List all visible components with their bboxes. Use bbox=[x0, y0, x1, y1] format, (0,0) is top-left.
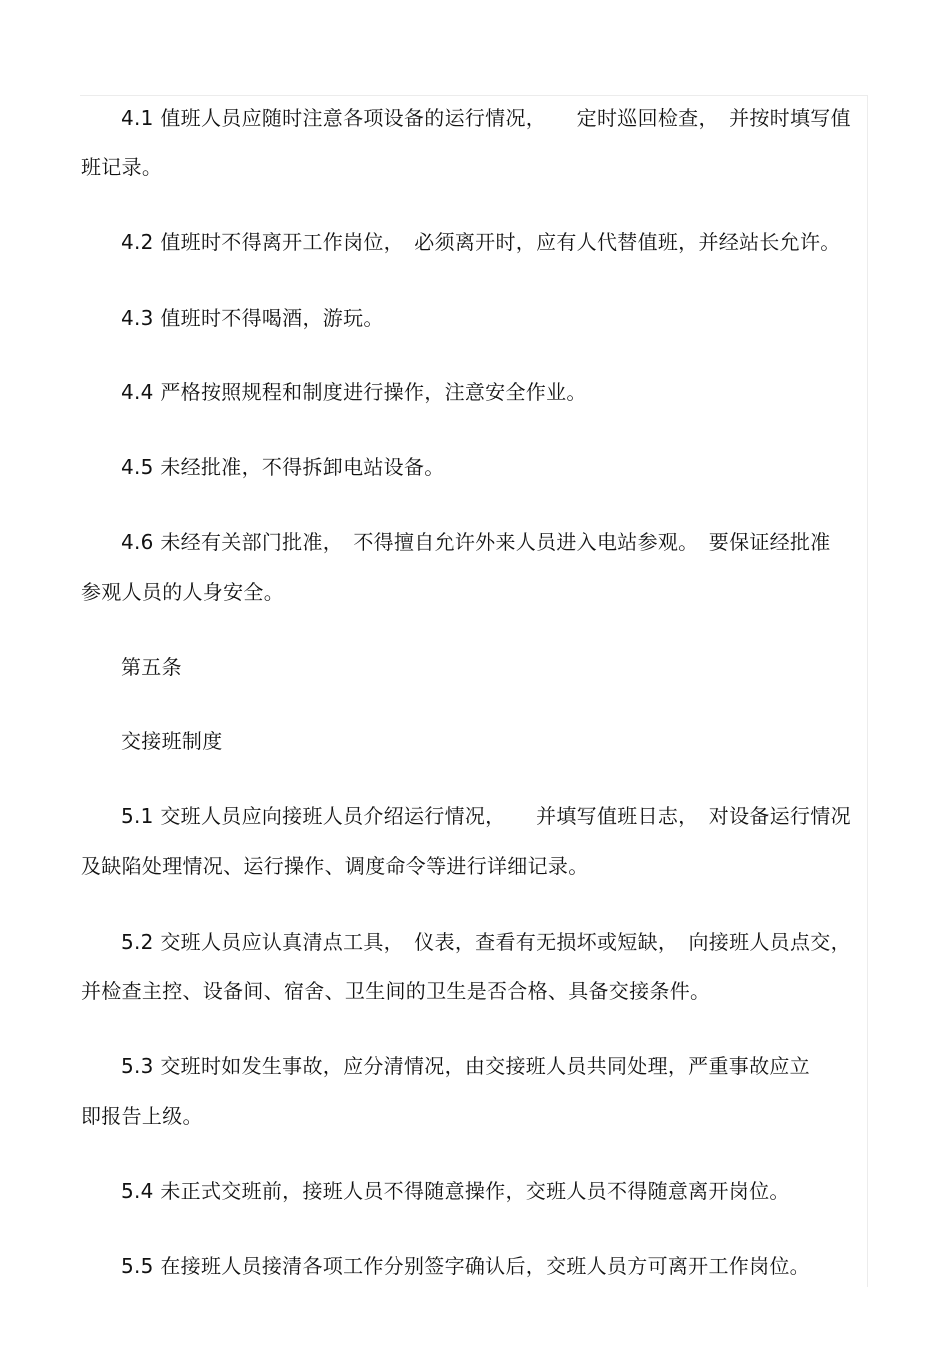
section-title: 交接班制度 bbox=[121, 729, 223, 753]
clause-5-5: 5.5 在接班人员接清各项工作分别签字确认后，交班人员方可离开工作岗位。 bbox=[121, 1254, 810, 1278]
clause-5-3-line-1: 5.3 交班时如发生事故，应分清情况，由交接班人员共同处理，严重事故应立 bbox=[121, 1054, 810, 1078]
clause-4-4: 4.4 严格按照规程和制度进行操作，注意安全作业。 bbox=[121, 380, 587, 404]
clause-4-3: 4.3 值班时不得喝酒，游玩。 bbox=[121, 306, 384, 330]
clause-5-1-line-1: 5.1 交班人员应向接班人员介绍运行情况， 并填写值班日志， 对设备运行情况 bbox=[121, 804, 851, 828]
clause-5-2-line-2: 并检查主控、设备间、宿舍、卫生间的卫生是否合格、具备交接条件。 bbox=[81, 979, 711, 1003]
clause-5-1-line-2: 及缺陷处理情况、运行操作、调度命令等进行详细记录。 bbox=[81, 854, 589, 878]
clause-5-4: 5.4 未正式交班前，接班人员不得随意操作，交班人员不得随意离开岗位。 bbox=[121, 1179, 790, 1203]
clause-4-1-line-1: 4.1 值班人员应随时注意各项设备的运行情况， 定时巡回检查， 并按时填写值 bbox=[121, 106, 851, 130]
clause-5-3-line-2: 即报告上级。 bbox=[81, 1104, 203, 1128]
clause-4-6-line-1: 4.6 未经有关部门批准， 不得擅自允许外来人员进入电站参观。 要保证经批准 bbox=[121, 530, 831, 554]
clause-4-1-line-2: 班记录。 bbox=[81, 155, 163, 179]
clause-5-2-line-1: 5.2 交班人员应认真清点工具， 仪表，查看有无损坏或短缺， 向接班人员点交， bbox=[121, 930, 851, 954]
clause-4-5: 4.5 未经批准，不得拆卸电站设备。 bbox=[121, 455, 445, 479]
article-five-heading: 第五条 bbox=[121, 655, 182, 679]
clause-4-6-line-2: 参观人员的人身安全。 bbox=[81, 580, 284, 604]
clause-4-2: 4.2 值班时不得离开工作岗位， 必须离开时，应有人代替值班，并经站长允许。 bbox=[121, 230, 841, 254]
